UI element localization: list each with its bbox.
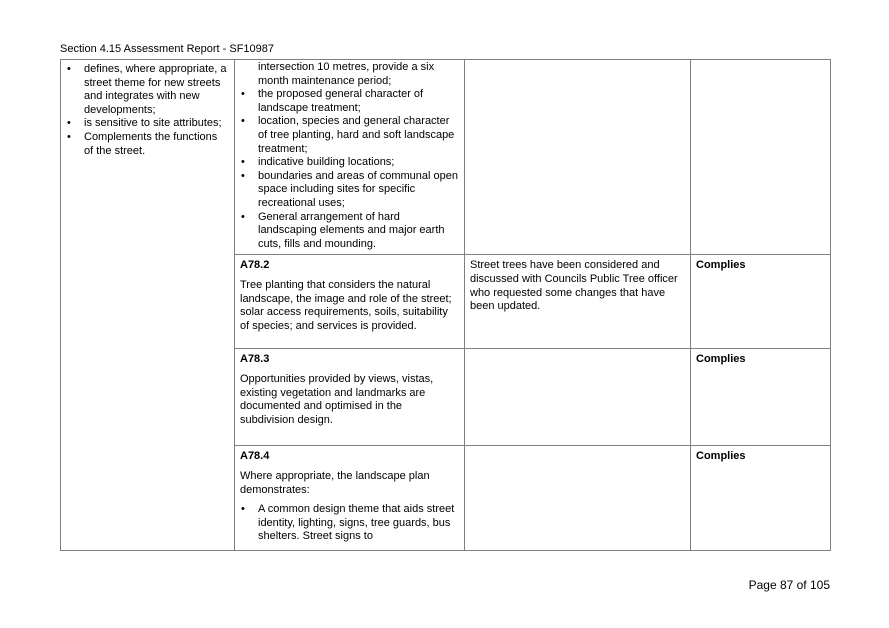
list-item: • Complements the functions of the street. (66, 131, 229, 158)
table-row (61, 60, 831, 255)
list-item: • General arrangement of hard landscaping elements and major earth cuts, fills and mounding. (240, 211, 459, 252)
provision-code: A78.4 (240, 450, 270, 463)
status-cell (691, 349, 831, 446)
page-number: Page 87 of 105 (748, 578, 830, 592)
status-cell (691, 446, 831, 551)
provision-code: A78.3 (240, 353, 270, 366)
comment-cell (465, 60, 691, 255)
provision-code: A78.2 (240, 259, 270, 272)
provisions-list (240, 61, 459, 251)
provision-cell-a78-2 (235, 255, 465, 349)
objectives-list (66, 63, 229, 158)
status-cell (691, 255, 831, 349)
status-cell (691, 60, 831, 255)
provision-cell-a78-3 (235, 349, 465, 446)
comment-cell (465, 349, 691, 446)
list-item: • the proposed general character of landscape treatment; (240, 88, 459, 115)
report-header: Section 4.15 Assessment Report - SF10987 (60, 43, 275, 55)
list-item: • indicative building locations; (240, 156, 459, 170)
status-label: Complies (696, 259, 746, 272)
provision-text: Tree planting that considers the natural landscape, the image and role of the street; solar access requirements, soils, suitability of species; and services is provided. (240, 278, 452, 332)
provisions-cell (235, 60, 465, 255)
objectives-cell (61, 60, 235, 551)
list-item: • defines, where appropriate, a street theme for new streets and integrates with new developments; (66, 63, 229, 117)
status-label: Complies (696, 450, 746, 463)
status-label: Complies (696, 353, 746, 366)
list-item-continued: intersection 10 metres, provide a six month maintenance period; (258, 61, 435, 87)
provision-bullets (240, 503, 459, 544)
provision-text: Opportunities provided by views, vistas, existing vegetation and landmarks are documented and optimised in the subdivision design. (240, 372, 434, 426)
list-item: • is sensitive to site attributes; (66, 117, 229, 131)
comment-cell (465, 255, 691, 349)
list-item: • A common design theme that aids street identity, lighting, signs, tree guards, bus shelters. Street signs to (240, 503, 459, 544)
comment-text: Street trees have been considered and discussed with Councils Public Tree officer who requested some changes that have been updated. (470, 259, 678, 313)
comment-cell (465, 446, 691, 551)
provision-cell-a78-4 (235, 446, 465, 551)
list-item: • boundaries and areas of communal open space including sites for specific recreational uses; (240, 170, 459, 211)
list-item: • location, species and general character of tree planting, hard and soft landscape treatment; (240, 115, 459, 156)
provision-text: Where appropriate, the landscape plan demonstrates: (240, 469, 430, 496)
assessment-table (60, 59, 831, 551)
